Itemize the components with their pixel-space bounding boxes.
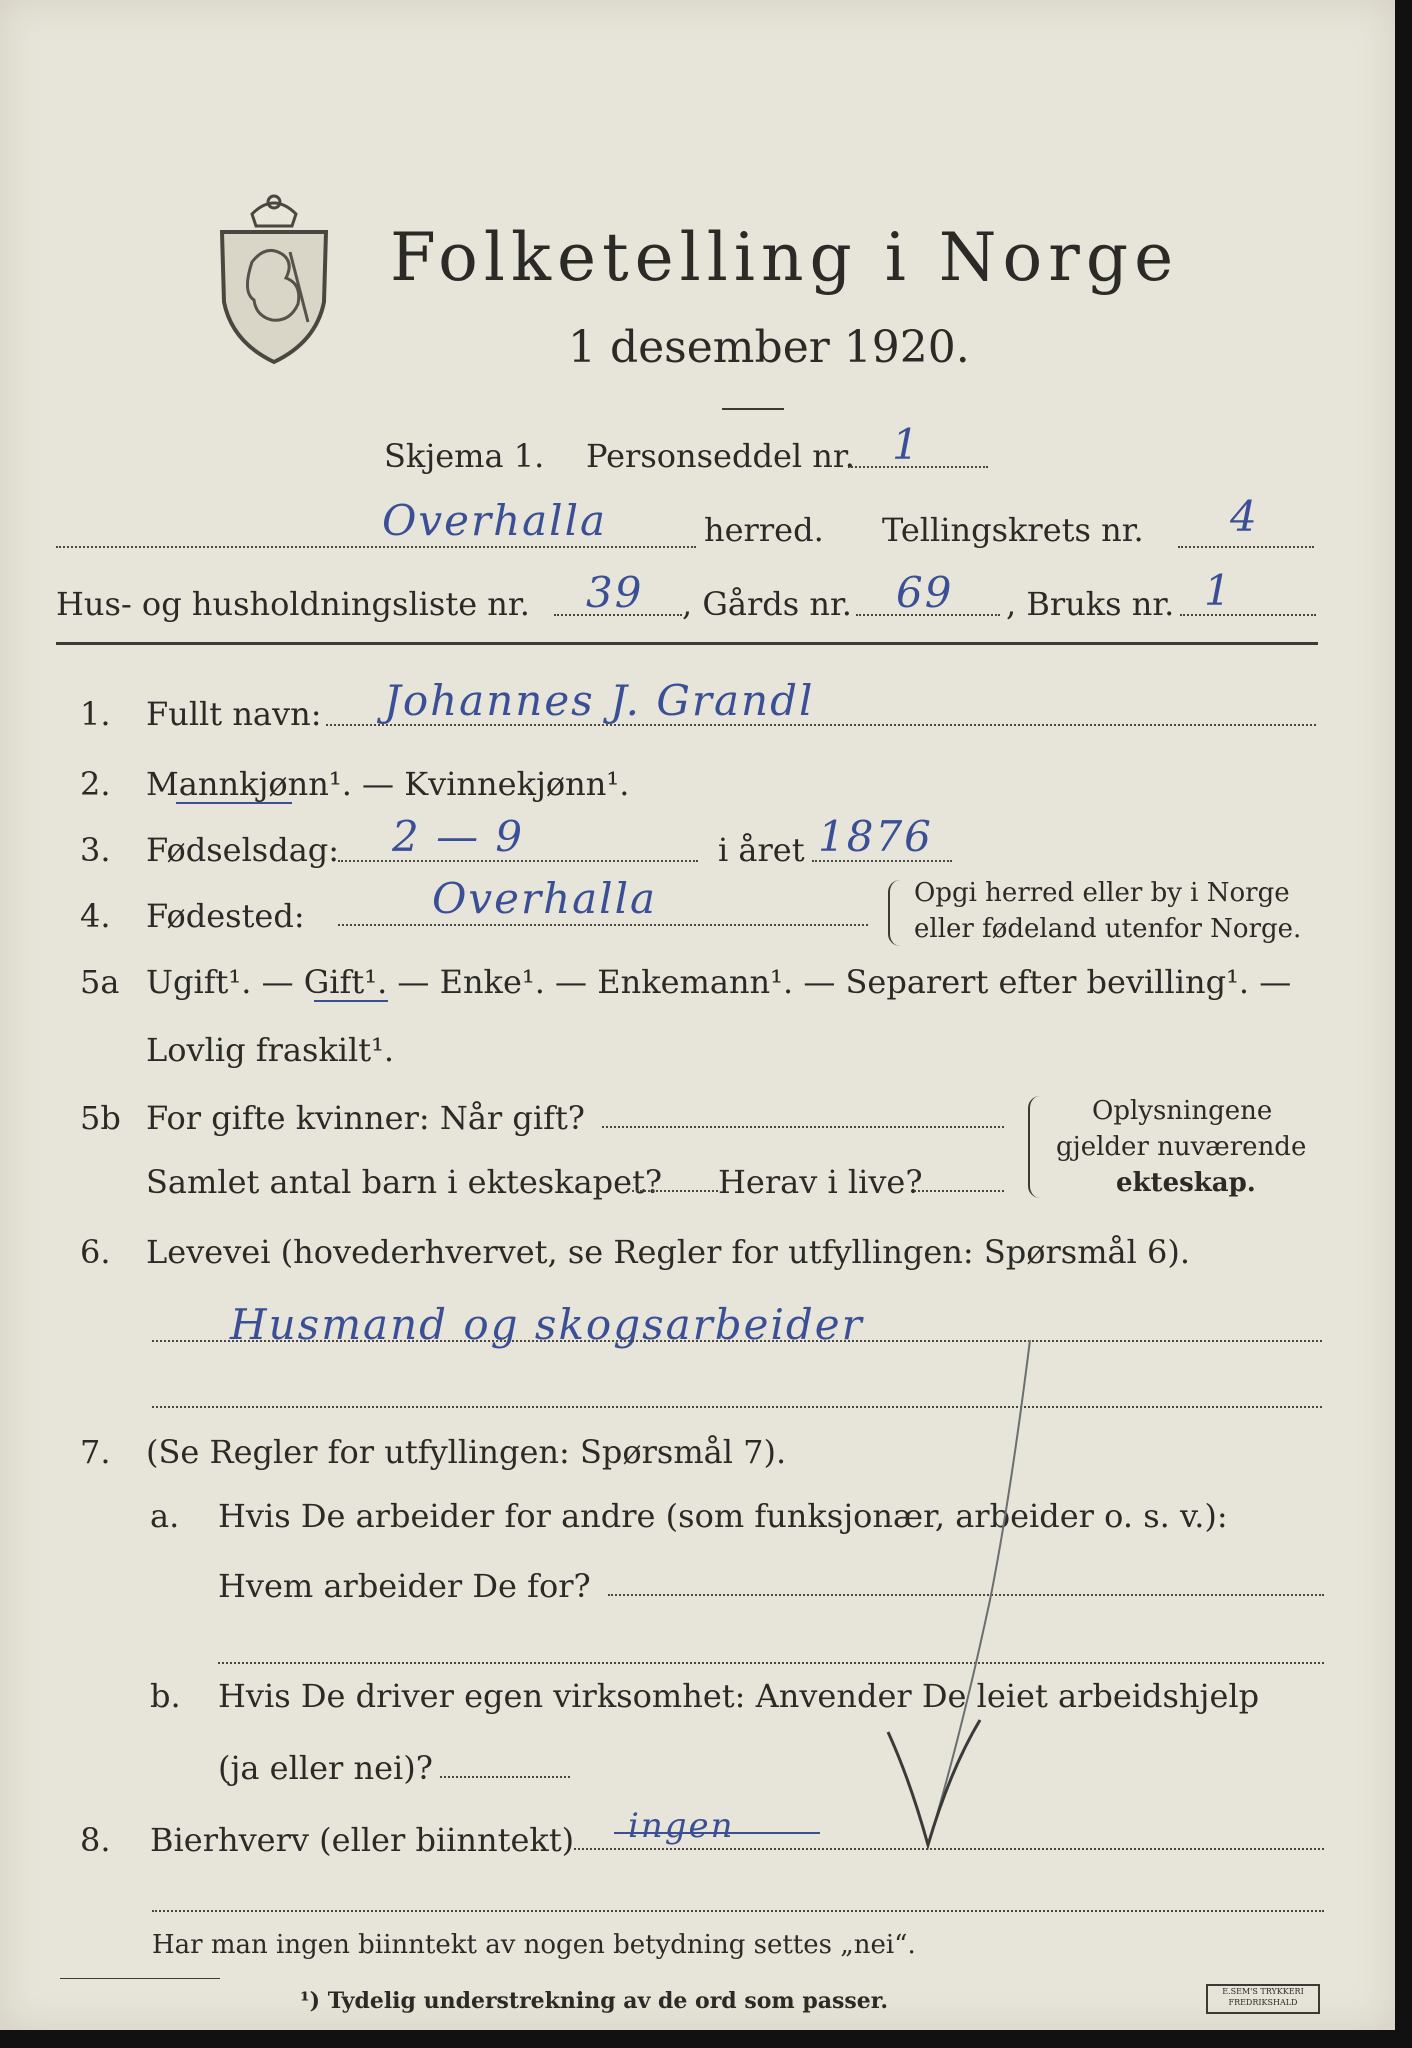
q2-text: Mannkjønn¹. — Kvinnekjønn¹. <box>146 765 630 803</box>
bruks-value: 1 <box>1204 566 1233 615</box>
q7-number: 7. <box>80 1433 111 1471</box>
q7b-line <box>440 1776 570 1778</box>
q3-year-label: i året <box>718 831 805 869</box>
q4-note-line2: eller fødeland utenfor Norge. <box>914 914 1302 944</box>
husliste-label: Hus- og husholdningsliste nr. <box>56 585 530 623</box>
q7b-line2: (ja eller nei)? <box>218 1749 433 1787</box>
q5b-note-line3: ekteskap. <box>1116 1168 1256 1198</box>
q5b-gift-line <box>602 1126 1004 1128</box>
herred-label: herred. <box>704 511 824 549</box>
q2-underline-mann <box>176 802 292 804</box>
q6-line1 <box>152 1340 1322 1342</box>
q3-year-value: 1876 <box>818 812 933 861</box>
q7b-line1: Hvis De driver egen virksomhet: Anvender De leiet arbeidshjelp <box>218 1677 1260 1715</box>
footnote: ¹) Tydelig understrekning av de ord som passer. <box>300 1988 888 2014</box>
q6-value: Husmand og skogsarbeider <box>230 1300 864 1349</box>
q6-line2 <box>152 1406 1322 1408</box>
skjema-label: Skjema 1. <box>384 437 545 475</box>
personseddel-label: Personseddel nr. <box>586 437 855 475</box>
husliste-value: 39 <box>586 568 644 617</box>
q6-label: Levevei (hovederhvervet, se Regler for utfyllingen: Spørsmål 6). <box>146 1233 1191 1271</box>
q7-label: (Se Regler for utfyllingen: Spørsmål 7). <box>146 1433 787 1471</box>
q5a-underline-gift <box>314 1000 388 1002</box>
q4-label: Fødested: <box>146 897 305 935</box>
q4-line <box>338 924 868 926</box>
q5a-text-line1: Ugift¹. — Gift¹. — Enke¹. — Enkemann¹. — Separert efter bevilling¹. — <box>146 963 1292 1001</box>
bruks-line <box>1180 614 1316 616</box>
q5a-number: 5a <box>80 963 120 1001</box>
q7a-line1: Hvis De arbeider for andre (som funksjonær, arbeider o. s. v.): <box>218 1497 1228 1535</box>
tellingskrets-label: Tellingskrets nr. <box>882 511 1144 549</box>
q4-brace <box>888 880 900 946</box>
tellingskrets-value: 4 <box>1230 492 1259 541</box>
q5b-line1: For gifte kvinner: Når gift? <box>146 1099 585 1137</box>
q1-number: 1. <box>80 695 111 733</box>
q5b-line2b: Herav i live? <box>718 1163 923 1201</box>
gards-label: , Gårds nr. <box>682 585 852 623</box>
q5b-note-line2: gjelder nuværende <box>1056 1132 1307 1162</box>
q5a-text-line2: Lovlig fraskilt¹. <box>146 1031 395 1069</box>
q7a-number: a. <box>150 1497 180 1535</box>
coat-of-arms-icon <box>212 192 336 368</box>
q5b-brace <box>1028 1096 1040 1198</box>
q4-value: Overhalla <box>432 874 658 923</box>
q8-value: ingen <box>628 1806 735 1846</box>
q5b-line2: Samlet antal barn i ekteskapet? <box>146 1163 663 1201</box>
herred-value: Overhalla <box>382 496 608 545</box>
q5b-barn-line <box>632 1190 718 1192</box>
q6-number: 6. <box>80 1233 111 1271</box>
q5b-live-line <box>914 1190 1004 1192</box>
q7b-number: b. <box>150 1677 181 1715</box>
q7a-line2-dots <box>218 1662 1324 1664</box>
bruks-label: , Bruks nr. <box>1006 585 1175 623</box>
gards-value: 69 <box>896 568 954 617</box>
footer-note: Har man ingen biinntekt av nogen betydning settes „nei“. <box>152 1930 916 1960</box>
q5b-note-line1: Oplysningene <box>1092 1096 1273 1126</box>
q5b-number: 5b <box>80 1099 121 1137</box>
q2-number: 2. <box>80 765 111 803</box>
q8-strikethrough <box>614 1832 820 1834</box>
q8-number: 8. <box>80 1821 111 1859</box>
personseddel-value: 1 <box>892 420 921 469</box>
tellingskrets-line <box>1178 546 1314 548</box>
title-divider <box>722 408 784 410</box>
q3-value: 2 — 9 <box>392 812 525 861</box>
q7a-line2: Hvem arbeider De for? <box>218 1567 591 1605</box>
q4-note-line1: Opgi herred eller by i Norge <box>914 878 1290 908</box>
q1-label: Fullt navn: <box>146 695 322 733</box>
q3-number: 3. <box>80 831 111 869</box>
footnote-rule <box>60 1978 220 1979</box>
q4-number: 4. <box>80 897 111 935</box>
q8-line2 <box>152 1910 1324 1912</box>
q8-label: Bierhverv (eller biinntekt) <box>150 1821 575 1859</box>
q3-label: Fødselsdag: <box>146 831 340 869</box>
census-date: 1 desember 1920. <box>568 322 970 373</box>
herred-line <box>56 546 696 548</box>
printer-stamp: E.SEM'S TRYKKERI FREDRIKSHALD <box>1206 1984 1320 2014</box>
checkmark-icon <box>880 1300 1080 1860</box>
header-separator <box>56 642 1318 645</box>
form-title: Folketelling i Norge <box>390 219 1180 296</box>
q1-value: Johannes J. Grandl <box>384 676 815 725</box>
